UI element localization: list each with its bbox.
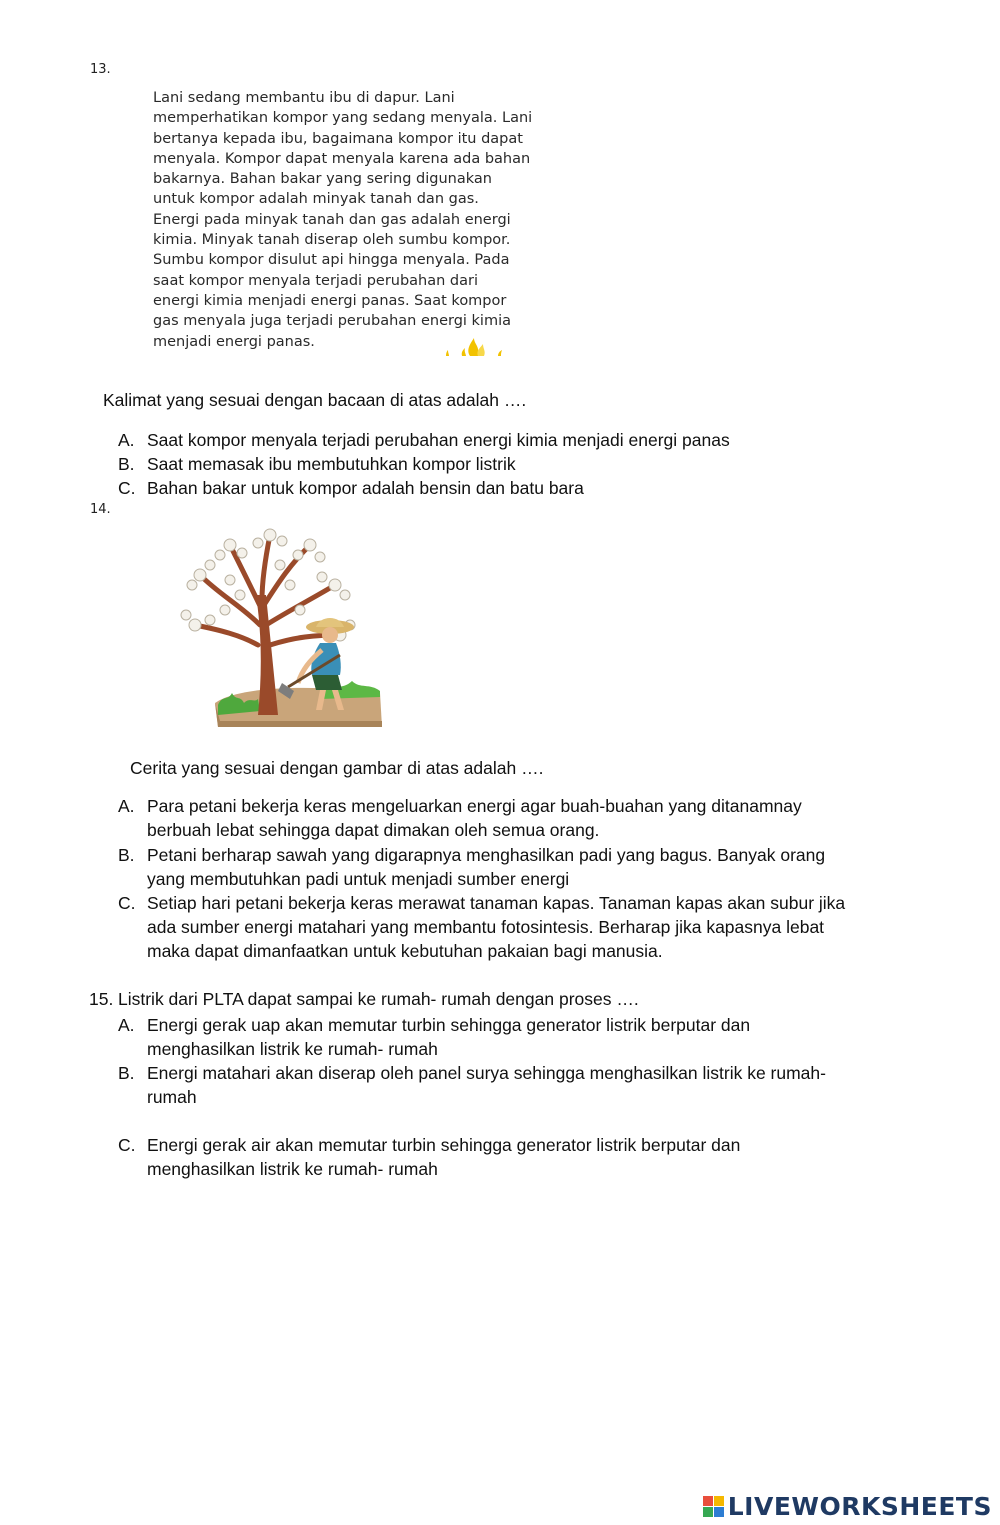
option-text: rumah — [147, 1087, 197, 1107]
passage-line: memperhatikan kompor yang sedang menyala. Lani — [153, 110, 533, 127]
passage-line: bertanya kepada ibu, bagaimana kompor itu dapat — [153, 130, 523, 147]
flame-icon — [440, 336, 510, 358]
option-text: Setiap hari petani bekerja keras merawat tanaman kapas. Tanaman kapas akan subur jika — [147, 893, 846, 913]
farmer-under-cotton-tree-illustration — [170, 525, 385, 730]
question-13-text: Kalimat yang sesuai dengan bacaan di atas adalah …. — [103, 390, 527, 410]
question-15-number: 15. — [89, 989, 114, 1009]
option-letter: B. — [118, 1063, 135, 1083]
option-text: Para petani bekerja keras mengeluarkan energi agar buah-buahan yang ditanamnay — [147, 796, 802, 816]
question-15-text: Listrik dari PLTA dapat sampai ke rumah- rumah dengan proses …. — [118, 989, 639, 1009]
option-letter: C. — [118, 893, 136, 913]
option-text: Bahan bakar untuk kompor adalah bensin dan batu bara — [147, 478, 584, 498]
question-14-text: Cerita yang sesuai dengan gambar di atas adalah …. — [130, 758, 544, 778]
option-letter: A. — [118, 1015, 135, 1035]
question-14-number: 14. — [90, 502, 111, 517]
option-text: Saat memasak ibu membutuhkan kompor listrik — [147, 454, 516, 474]
option-text: Energi gerak uap akan memutar turbin sehingga generator listrik berputar dan — [147, 1015, 751, 1035]
passage-line: kimia. Minyak tanah diserap oleh sumbu kompor. — [153, 232, 511, 249]
passage-line: Sumbu kompor disulut api hingga menyala. Pada — [153, 252, 510, 269]
passage-line: menyala. Kompor dapat menyala karena ada bahan — [153, 150, 531, 167]
option-text: menghasilkan listrik ke rumah- rumah — [147, 1039, 438, 1059]
passage-line: saat kompor menyala terjadi perubahan dari — [153, 272, 479, 289]
passage-line: Lani sedang membantu ibu di dapur. Lani — [153, 90, 455, 106]
option-letter: B. — [118, 454, 135, 474]
option-text: berbuah lebat sehingga dapat dimakan oleh semua orang. — [147, 820, 600, 840]
option-text: yang membutuhkan padi untuk menjadi sumber energi — [147, 869, 570, 889]
option-text: menghasilkan listrik ke rumah- rumah — [147, 1159, 438, 1179]
brand-logo-icon — [703, 1496, 724, 1517]
passage-line: energi kimia menjadi energi panas. Saat kompor — [153, 292, 507, 309]
question-13-passage — [153, 88, 573, 352]
option-text: Petani berharap sawah yang digarapnya menghasilkan padi yang bagus. Banyak orang — [147, 845, 826, 865]
passage-line: bakarnya. Bahan bakar yang sering digunakan — [153, 171, 492, 188]
passage-line: untuk kompor adalah minyak tanah dan gas. — [153, 191, 479, 208]
logo-square — [714, 1507, 724, 1517]
logo-square — [703, 1496, 713, 1506]
option-text: maka dapat dimanfaatkan untuk kebutuhan pakaian bagi manusia. — [147, 941, 663, 961]
logo-square — [714, 1496, 724, 1506]
option-text: Energi matahari akan diserap oleh panel surya sehingga menghasilkan listrik ke rumah- — [147, 1063, 826, 1083]
option-text: Energi gerak air akan memutar turbin sehingga generator listrik berputar dan — [147, 1135, 741, 1155]
option-letter: C. — [118, 1135, 136, 1155]
passage-line: menjadi energi panas. — [153, 333, 315, 350]
question-13-number: 13. — [90, 62, 111, 77]
liveworksheets-logo — [703, 1492, 992, 1521]
passage-line: Energi pada minyak tanah dan gas adalah energi — [153, 211, 511, 228]
option-letter: B. — [118, 845, 135, 865]
passage-line: gas menyala juga terjadi perubahan energi kimia — [153, 313, 512, 330]
logo-square — [703, 1507, 713, 1517]
brand-name: LIVEWORKSHEETS — [727, 1492, 992, 1521]
option-letter: A. — [118, 796, 135, 816]
option-letter: C. — [118, 478, 136, 498]
option-letter: A. — [118, 430, 135, 450]
option-text: ada sumber energi matahari yang membantu fotosintesis. Berharap jika kapasnya lebat — [147, 917, 825, 937]
option-text: Saat kompor menyala terjadi perubahan energi kimia menjadi energi panas — [147, 430, 730, 450]
